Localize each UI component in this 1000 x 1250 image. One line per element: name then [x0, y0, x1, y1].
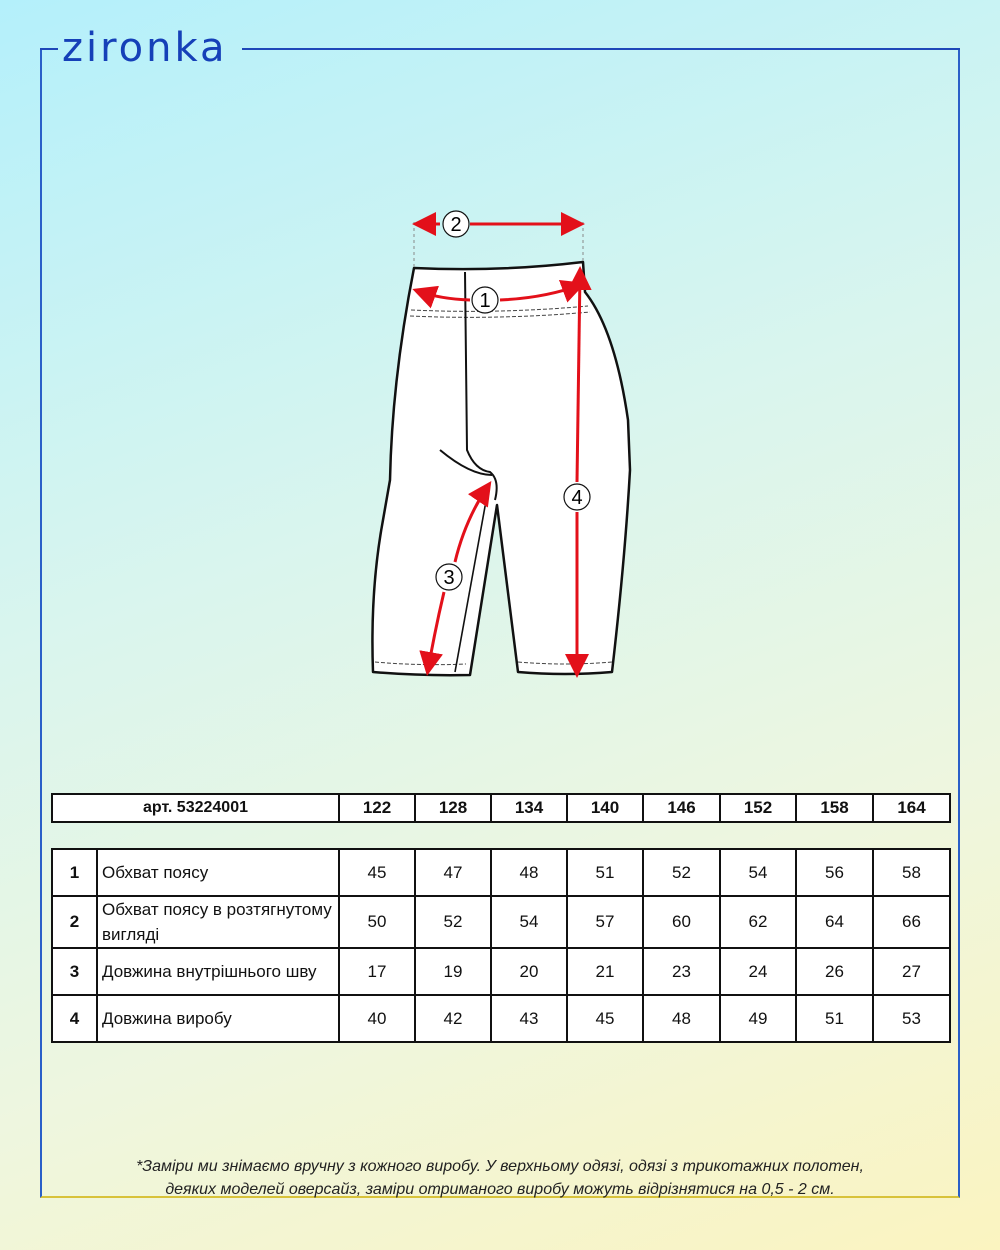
table-cell: 66 [873, 896, 950, 948]
marker-1 [472, 287, 498, 313]
size-column-header: 158 [796, 794, 873, 822]
size-column-header: 134 [491, 794, 567, 822]
table-row [52, 849, 950, 896]
measurements-table [51, 848, 951, 1043]
table-cell: 50 [339, 896, 415, 948]
marker-3 [436, 564, 462, 590]
table-cell: 47 [415, 849, 491, 896]
table-cell: 62 [720, 896, 796, 948]
table-cell: 19 [415, 948, 491, 995]
table-cell: 54 [491, 896, 567, 948]
footnote-line-2: деяких моделей оверсайз, заміри отриманого виробу можуть відрізнятися на 0,5 - 2 см. [165, 1181, 835, 1198]
table-cell: 52 [643, 849, 720, 896]
table-cell: 43 [491, 995, 567, 1042]
size-column-header: 152 [720, 794, 796, 822]
row-label: Довжина внутрішнього шву [97, 948, 339, 995]
table-cell: 48 [491, 849, 567, 896]
table-cell: 48 [643, 995, 720, 1042]
table-cell: 21 [567, 948, 643, 995]
brand-logo: zironka [62, 25, 228, 71]
row-number: 3 [52, 948, 97, 995]
row-label: Обхват поясу в розтягнутому вигляді [97, 896, 339, 948]
marker-4-label: 4 [571, 487, 583, 509]
marker-2 [443, 211, 469, 237]
measurement-footnote [40, 1155, 960, 1201]
table-cell: 23 [643, 948, 720, 995]
table-cell: 51 [567, 849, 643, 896]
article-number: арт. 53224001 [52, 794, 339, 822]
size-column-header: 128 [415, 794, 491, 822]
marker-1-label: 1 [479, 290, 491, 312]
size-column-header: 164 [873, 794, 950, 822]
table-cell: 27 [873, 948, 950, 995]
marker-3-label: 3 [443, 567, 455, 589]
table-cell: 60 [643, 896, 720, 948]
row-number: 2 [52, 896, 97, 948]
table-row [52, 896, 950, 948]
size-header-table [51, 793, 951, 823]
row-label: Довжина виробу [97, 995, 339, 1042]
row-number: 4 [52, 995, 97, 1042]
table-cell: 45 [339, 849, 415, 896]
shorts-outline [372, 262, 630, 675]
size-column-header: 140 [567, 794, 643, 822]
table-cell: 17 [339, 948, 415, 995]
row-label: Обхват поясу [97, 849, 339, 896]
table-cell: 20 [491, 948, 567, 995]
table-cell: 49 [720, 995, 796, 1042]
table-cell: 51 [796, 995, 873, 1042]
footnote-line-1: *Заміри ми знімаємо вручну з кожного виробу. У верхньому одязі, одязі з трикотажних полотен, [136, 1158, 864, 1175]
table-row [52, 948, 950, 995]
table-cell: 57 [567, 896, 643, 948]
size-column-header: 146 [643, 794, 720, 822]
table-cell: 52 [415, 896, 491, 948]
table-cell: 54 [720, 849, 796, 896]
size-column-header: 122 [339, 794, 415, 822]
row-number: 1 [52, 849, 97, 896]
table-cell: 24 [720, 948, 796, 995]
marker-4 [564, 484, 590, 510]
table-cell: 58 [873, 849, 950, 896]
table-cell: 64 [796, 896, 873, 948]
marker-2-label: 2 [450, 214, 462, 236]
table-cell: 40 [339, 995, 415, 1042]
table-cell: 42 [415, 995, 491, 1042]
size-header-row [52, 794, 950, 822]
table-row [52, 995, 950, 1042]
table-cell: 53 [873, 995, 950, 1042]
table-cell: 56 [796, 849, 873, 896]
table-cell: 45 [567, 995, 643, 1042]
table-cell: 26 [796, 948, 873, 995]
